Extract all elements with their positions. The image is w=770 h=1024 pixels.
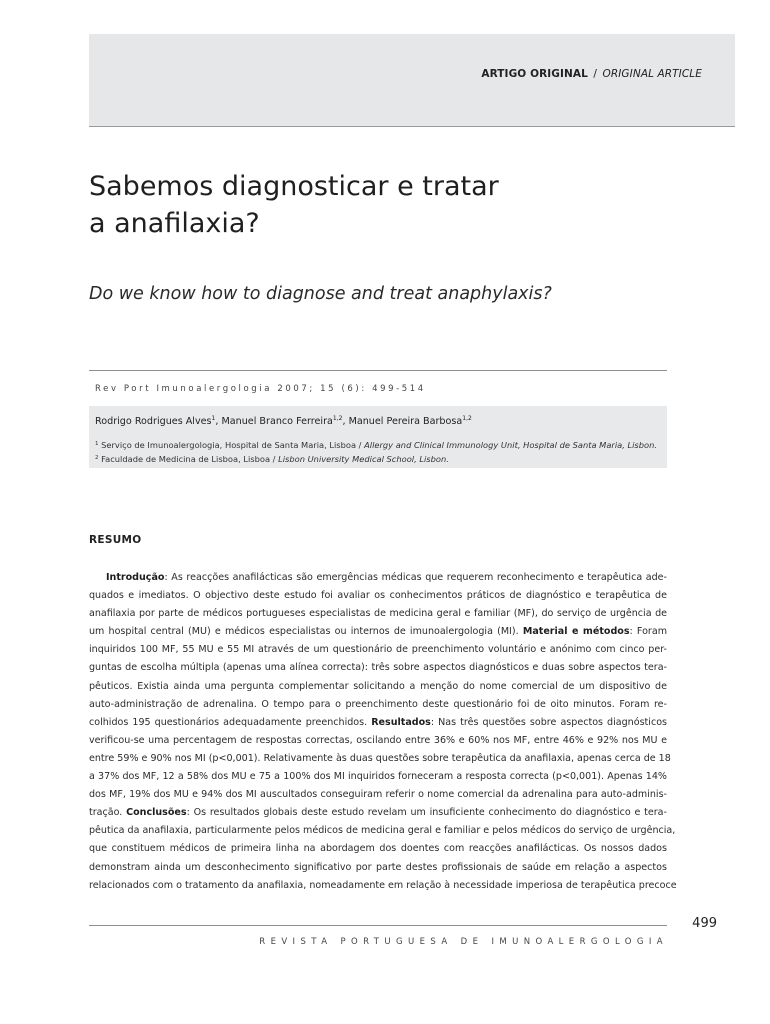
- abstract-line: [89, 822, 676, 840]
- page-number: 499: [692, 916, 717, 931]
- abstract-subheading: Introdução: [106, 572, 165, 583]
- author-separator: ,: [342, 416, 349, 427]
- abstract-line: [89, 678, 667, 696]
- abstract-line: [89, 641, 667, 659]
- abstract-line: [89, 768, 667, 786]
- abstract-line: [89, 840, 667, 858]
- author-name: Manuel Pereira Barbosa: [348, 416, 463, 427]
- bottom-divider: [89, 925, 667, 926]
- author-name: Manuel Branco Ferreira: [221, 416, 333, 427]
- abstract-text: dos MF, 19% dos MU e 94% dos MI auscultados conseguiram referir o nome comercial da adrenalina para auto-adminis-: [89, 789, 667, 801]
- abstract-text: inquiridos 100 MF, 55 MU e 55 MI através de um questionário de preenchimento voluntário e anónimo com cinco per-: [89, 644, 667, 656]
- abstract-text: : Foram: [629, 626, 667, 638]
- affiliation-pt: Serviço de Imunoalergologia, Hospital de Santa Maria, Lisboa /: [101, 440, 365, 450]
- abstract-text: colhidos 195 questionários adequadamente preenchidos.: [89, 716, 372, 728]
- abstract-text: guntas de escolha múltipla (apenas uma alínea correcta): três sobre aspectos diagnósticos e duas sobre aspectos tera-: [89, 662, 667, 674]
- affiliation-mark: 1: [95, 441, 99, 447]
- abstract-line: [89, 877, 677, 895]
- abstract-line: [89, 623, 667, 641]
- article-title-english: Do we know how to diagnose and treat anaphylaxis?: [89, 284, 552, 304]
- abstract-line: [89, 569, 667, 587]
- abstract-line: [89, 587, 667, 605]
- abstract-text: pêuticos. Existia ainda uma pergunta complementar solicitando a menção do nome comercial de um dispositivo de: [89, 680, 667, 692]
- section-label: [481, 68, 702, 80]
- affiliation-mark: 2: [95, 455, 99, 461]
- abstract-text: : Nas três questões sobre aspectos diagnósticos: [430, 716, 668, 728]
- abstract-text: : As reacções anafilácticas são emergências médicas que requerem reconhecimento e terapêutica ade-: [164, 572, 667, 583]
- abstract-text: que constituem médicos de primeira linha na abordagem dos doentes com reacções anafilácticas. Os nossos dados: [89, 843, 667, 855]
- journal-name: REVISTA PORTUGUESA DE IMUNOALERGOLOGIA: [259, 937, 668, 947]
- author-name: Rodrigo Rodrigues Alves: [95, 416, 212, 427]
- abstract-text: a 37% dos MF, 12 a 58% dos MU e 75 a 100% dos MI inquiridos forneceram a resposta correcta (p<0,001). Apenas 14%: [89, 771, 667, 783]
- article-title-line2: a anafilaxia?: [89, 208, 260, 239]
- abstract-text: quados e imediatos. O objectivo deste estudo foi avaliar os conhecimentos práticos de diagnóstico e terapêutica de: [89, 590, 667, 602]
- author-list: [95, 415, 472, 427]
- abstract-text: verificou-se uma percentagem de respostas correctas, oscilando entre 36% e 60% nos MF, entre 46% e 92% nos MU e: [89, 734, 667, 746]
- abstract-text: pêutica da anafilaxia, particularmente pelos médicos de medicina geral e familiar e pelos médicos do serviço de urgência,: [89, 825, 676, 837]
- affiliation-en: Lisbon University Medical School, Lisbon.: [278, 454, 449, 464]
- abstract-text: entre 59% e 90% nos MI (p<0,001). Relativamente às duas questões sobre terapêutica da anafilaxia, apenas cerca de 18: [89, 752, 671, 764]
- abstract-line: [89, 804, 667, 822]
- abstract-text: relacionados com o tratamento da anafilaxia, nomeadamente em relação à necessidade imperiosa de terapêutica precoce: [89, 879, 677, 891]
- abstract-line: [89, 750, 671, 768]
- article-title: [89, 168, 649, 242]
- author-affil-mark: 1,2: [462, 415, 472, 422]
- abstract-line: [89, 786, 667, 804]
- citation: Rev Port Imunoalergologia 2007; 15 (6): 499-514: [95, 384, 426, 394]
- abstract-text: auto-administração de adrenalina. O tempo para o preenchimento deste questionário foi de oito minutos. Foram re-: [89, 698, 667, 710]
- abstract-text: : Os resultados globais deste estudo revelam um insuficiente conhecimento do diagnóstico e tera-: [186, 807, 667, 819]
- abstract-text: tração.: [89, 807, 127, 819]
- abstract-line: [89, 732, 667, 750]
- affiliation-en: Allergy and Clinical Immunology Unit, Hospital de Santa Maria, Lisbon.: [364, 440, 657, 450]
- affiliation-2: [95, 454, 449, 464]
- section-label-separator: /: [593, 68, 598, 80]
- top-divider: [89, 370, 667, 371]
- author-affil-mark: 1: [211, 415, 216, 422]
- abstract-heading: RESUMO: [89, 534, 142, 546]
- header-band: [89, 34, 735, 127]
- abstract-line: [89, 605, 667, 623]
- abstract-line: [89, 659, 667, 677]
- section-label-pt: ARTIGO ORIGINAL: [481, 68, 588, 80]
- section-label-en: ORIGINAL ARTICLE: [602, 68, 702, 80]
- article-title-line1: Sabemos diagnosticar e tratar: [89, 171, 499, 202]
- author-separator: ,: [215, 416, 222, 427]
- affiliation-pt: Faculdade de Medicina de Lisboa, Lisboa /: [101, 454, 279, 464]
- author-affil-mark: 1,2: [332, 415, 343, 422]
- abstract-text: anafilaxia por parte de médicos portugueses especialistas de medicina geral e familiar (MF), do serviço de urgência de: [89, 608, 667, 620]
- abstract-text: demonstram ainda um desconhecimento significativo por parte destes profissionais de saúde em relação a aspectos: [89, 861, 667, 873]
- abstract-subheading: Conclusões: [126, 807, 187, 819]
- abstract-subheading: Resultados: [371, 716, 431, 728]
- abstract-subheading: Material e métodos: [522, 626, 630, 638]
- abstract-line: [89, 859, 667, 877]
- abstract-line: [89, 714, 667, 732]
- abstract-line: [89, 696, 667, 714]
- abstract-body: [89, 569, 677, 895]
- affiliation-1: [95, 440, 657, 450]
- authors-box: [89, 406, 667, 468]
- abstract-text: um hospital central (MU) e médicos especialistas ou internos de imunoalergologia (MI).: [89, 626, 523, 638]
